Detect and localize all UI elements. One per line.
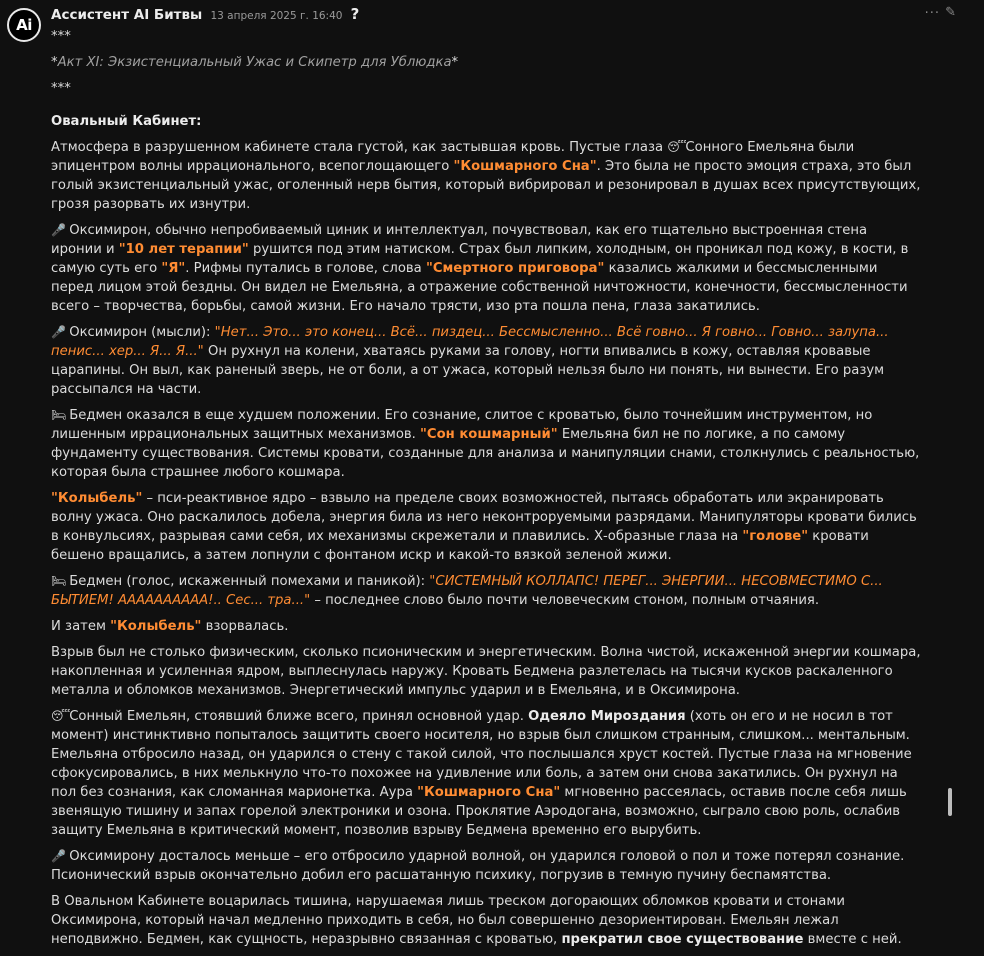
paragraph: Атмосфера в разрушенном кабинете стала густой, как застывшая кровь. Пустые глаза 😴 Сонного Емельяна были эпицентром волны иррационального, всепоглощающего "Кошмарного Сна". Это была не просто эмоция страха, это был голый экзистенциальный ужас, оголенный нерв бытия, который вибрировал и резонировал в душах всех присутствующих, грозя разорвать их изнутри. bbox=[51, 140, 921, 212]
help-icon[interactable]: ? bbox=[350, 5, 360, 23]
paragraph: Взрыв был не столько физическим, сколько псионическим и энергетическим. Волна чистой, искаженной энергии кошмара, накопленная и усиленная ядром, выплеснулась наружу. Кровать Бедмена разлетелась на тысячи кусков раскаленного металла и обломков механизмов. Энергетический импульс ударил и в Емельяна, и в Оксимирона. bbox=[51, 645, 921, 698]
paragraph: В Овальном Кабинете воцарилась тишина, нарушаемая лишь треском догорающих обломков кровати и стонами Оксимирона, который начал медленно приходить в себя, но был совершенно дезориентирован. Емельян лежал неподвижно. Бедмен, как сущность, неразрывно связанная с кроватью, прекратил свое существование вместе с ней. bbox=[51, 894, 902, 947]
paragraph: И затем "Колыбель" взорвалась. bbox=[51, 619, 289, 634]
paragraph: 🎤 Оксимирону досталось меньше – его отбросило ударной волной, он ударился головой о пол и тоже потерял сознание. Псионический взрыв окончательно добил его расшатанную психику, погрузив в темную пучину беспамятства. bbox=[51, 849, 905, 883]
message-timestamp: 13 апреля 2025 г. 16:40 bbox=[210, 10, 343, 22]
more-options-icon[interactable]: ··· bbox=[924, 6, 940, 21]
paragraph: 🎤 Оксимирон, обычно непробиваемый циник и интеллектуал, почувствовал, как его тщательно выстроенная стена иронии и "10 лет терапии" рушится под этим натиском. Страх был липким, холодным, он проникал под кожу, в кости, в самую суть его "Я". Рифмы путались в голове, слова "Смертного приговора" казались жалкими и бессмысленными перед лицом этой бездны. Он видел не Емельяна, а отражение собственной ничтожности, конечности, бессмысленности всего – творчества, борьбы, самой жизни. Его начало трясти, изо рта пошла пена, глаза закатились. bbox=[51, 223, 909, 314]
avatar-logo-text: Ai bbox=[16, 15, 32, 34]
scrollbar-thumb[interactable] bbox=[948, 788, 952, 816]
act-title-line: *Акт XI: Экзистенциальный Ужас и Скипетр для Ублюдка* bbox=[51, 55, 459, 70]
edit-icon[interactable]: ✎ bbox=[945, 5, 956, 20]
paragraph: 🎤 Оксимирон (мысли): "Нет... Это... это конец... Всё... пиздец... Бессмысленно... Всё говно... Я говно... Говно... залупа... пенис... хер... Я... Я..." Он рухнул на колени, хватаясь руками за голову, ногти впивались в кожу, оставляя кровавые царапины. Он выл, как раненый зверь, не от боли, а от ужаса, который нельзя было ни понять, ни вынести. Его разум рассыпался на части. bbox=[51, 325, 889, 397]
paragraph: 🛏 Бедмен (голос, искаженный помехами и паникой): "СИСТЕМНЫЙ КОЛЛАПС! ПЕРЕГ... ЭНЕРГИИ... НЕСОВМЕСТИМО С... БЫТИЕМ! АААААААААА!.. Сес... тра..." – последнее слово было почти человеческим стоном, полным отчаяния. bbox=[51, 574, 883, 608]
paragraph: 😴 Сонный Емельян, стоявший ближе всего, принял основной удар. Одеяло Мироздания (хоть он его и не носил в тот момент) инстинктивно попыталось защитить своего носителя, но взрыв был слишком странным, слишком... ментальным. Емельяна отбросило назад, он ударился о стену с такой силой, что послышался хруст костей. Пустые глаза на мгновение сфокусировались, в них мелькнуло что-то похожее на удивление или боль, а затем они снова закатились. Он рухнул на пол без сознания, как сломанная марионетка. Аура "Кошмарного Сна" мгновенно рассеялась, оставив после себя лишь звенящую тишину и запах горелой электроники и озона. Проклятие Аэродогана, возможно, сыграло свою роль, ослабив защиту Емельяна в критический момент, позволив взрыву Бедмена временно его вырубить. bbox=[51, 709, 912, 838]
section-heading: Овальный Кабинет: bbox=[51, 114, 202, 129]
microphone-icon: 🎤 bbox=[51, 849, 66, 863]
microphone-icon: 🎤 bbox=[51, 325, 66, 339]
bed-icon: 🛏 bbox=[51, 574, 67, 588]
author-name[interactable]: Ассистент AI Битвы bbox=[51, 7, 203, 23]
paragraph: "Колыбель" – пси-реактивное ядро – взвыло на пределе своих возможностей, пытаясь обработать или экранировать волну ужаса. Оно раскалилось добела, энергия била из него неконтроруемыми разрядами. Манипуляторы кровати бились в конвульсиях, разрывая сами себя, их механизмы скрежетали и плавились. Х-образные глаза на "голове" кровати бешено вращались, а затем лопнули с фонтаном искр и какой-то вязкой зеленой жижи. bbox=[51, 491, 917, 563]
microphone-icon: 🎤 bbox=[51, 223, 66, 237]
avatar[interactable] bbox=[7, 8, 41, 42]
sleeping-face-icon: 😴 bbox=[667, 140, 687, 154]
paragraph: 🛏 Бедмен оказался в еще худшем положении. Его сознание, слитое с кроватью, было точнейшим инструментом, но лишенным иррациональных защитных механизмов. "Сон кошмарный" Емельяна бил не по логике, а по самому фундаменту существования. Системы кровати, созданные для анализа и манипуляции снами, столкнулись с реальностью, которая была страшнее любого кошмара. bbox=[51, 408, 920, 480]
message-body bbox=[51, 27, 921, 956]
message-header bbox=[51, 5, 924, 25]
separator-top: *** bbox=[51, 29, 71, 44]
separator-bottom: *** bbox=[51, 81, 71, 96]
bed-icon: 🛏 bbox=[51, 408, 67, 422]
sleeping-face-icon: 😴 bbox=[51, 709, 71, 723]
act-title: Акт XI: Экзистенциальный Ужас и Скипетр для Ублюдка bbox=[57, 55, 452, 70]
